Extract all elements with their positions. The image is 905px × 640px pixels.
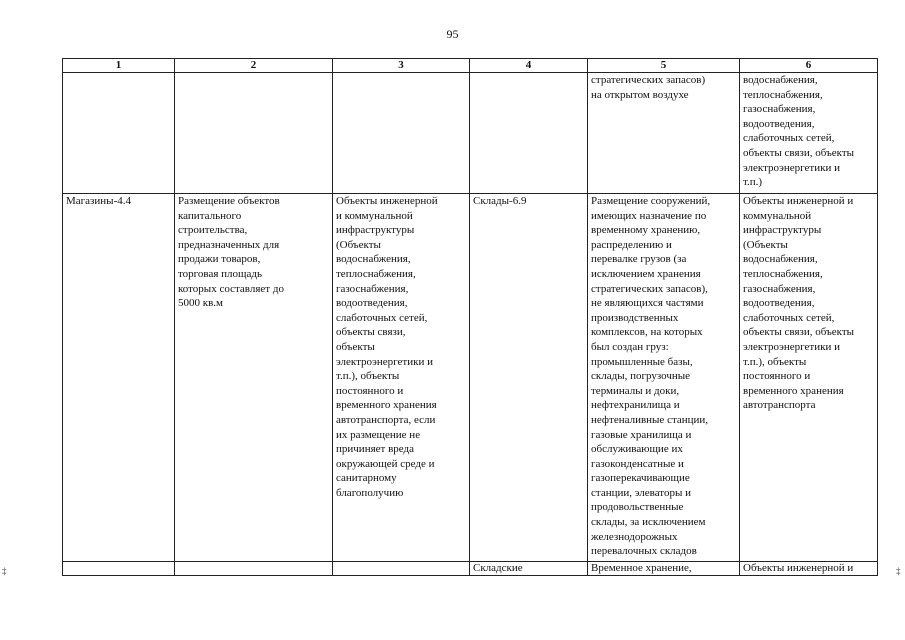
table-cell: Объекты инженерной и коммунальной инфраструктуры (Объекты водоснабжения, теплоснабжения, газоснабжения, водоотведения, слаботочных сетей, объекты связи, объекты электроэнергетики и т.п.), объекты постоянного и временного хранения автотранспорта: [740, 194, 878, 562]
table-cell: [63, 562, 175, 576]
header-row: [63, 59, 878, 73]
header-cell: 1: [63, 59, 175, 73]
table-cell: Объекты инженерной и: [740, 562, 878, 576]
header-cell: 2: [175, 59, 333, 73]
table-cell: [175, 562, 333, 576]
table-cell: Складские: [470, 562, 588, 576]
table-cell: Размещение объектов капитального строительства, предназначенных для продажи товаров, торговая площадь которых составляет до 5000 кв.м: [175, 194, 333, 562]
table-row: [63, 73, 878, 194]
table-cell: Магазины-4.4: [63, 194, 175, 562]
table-row: [63, 194, 878, 562]
table-cell: стратегических запасов) на открытом воздухе: [588, 73, 740, 194]
table-cell: [63, 73, 175, 194]
right-margin-mark: ‡: [896, 566, 901, 576]
page-number: 95: [446, 27, 459, 41]
header-cell: 4: [470, 59, 588, 73]
table-cell: Временное хранение,: [588, 562, 740, 576]
zoning-table: [62, 58, 878, 576]
table-cell: [470, 73, 588, 194]
table-cell: [333, 73, 470, 194]
table-cell: [175, 73, 333, 194]
left-margin-mark: ‡: [2, 566, 7, 576]
table-cell: водоснабжения, теплоснабжения, газоснабжения, водоотведения, слаботочных сетей, объекты связи, объекты электроэнергетики и т.п.): [740, 73, 878, 194]
table-cell: Объекты инженерной и коммунальной инфраструктуры (Объекты водоснабжения, теплоснабжения, газоснабжения, водоотведения, слаботочных сетей, объекты связи, объекты электроэнергетики и т.п.), объекты постоянного и временного хранения автотранспорта, если их размещение не причиняет вреда окружающей среде и санитарному благополучию: [333, 194, 470, 562]
header-cell: 3: [333, 59, 470, 73]
table-cell: Склады-6.9: [470, 194, 588, 562]
table-row: [63, 562, 878, 576]
table-cell: Размещение сооружений, имеющих назначение по временному хранению, распределению и перевалке грузов (за исключением хранения стратегических запасов), не являющихся частями производственных комплексов, на которых был создан груз: промышленные базы, склады, погрузочные терминалы и доки, нефтехранилища и нефтеналивные станции, газовые хранилища и обслуживающие их газоконденсатные и газоперекачивающие станции, элеваторы и продовольственные склады, за исключением железнодорожных перевалочных складов: [588, 194, 740, 562]
header-cell: 6: [740, 59, 878, 73]
table-cell: [333, 562, 470, 576]
header-cell: 5: [588, 59, 740, 73]
